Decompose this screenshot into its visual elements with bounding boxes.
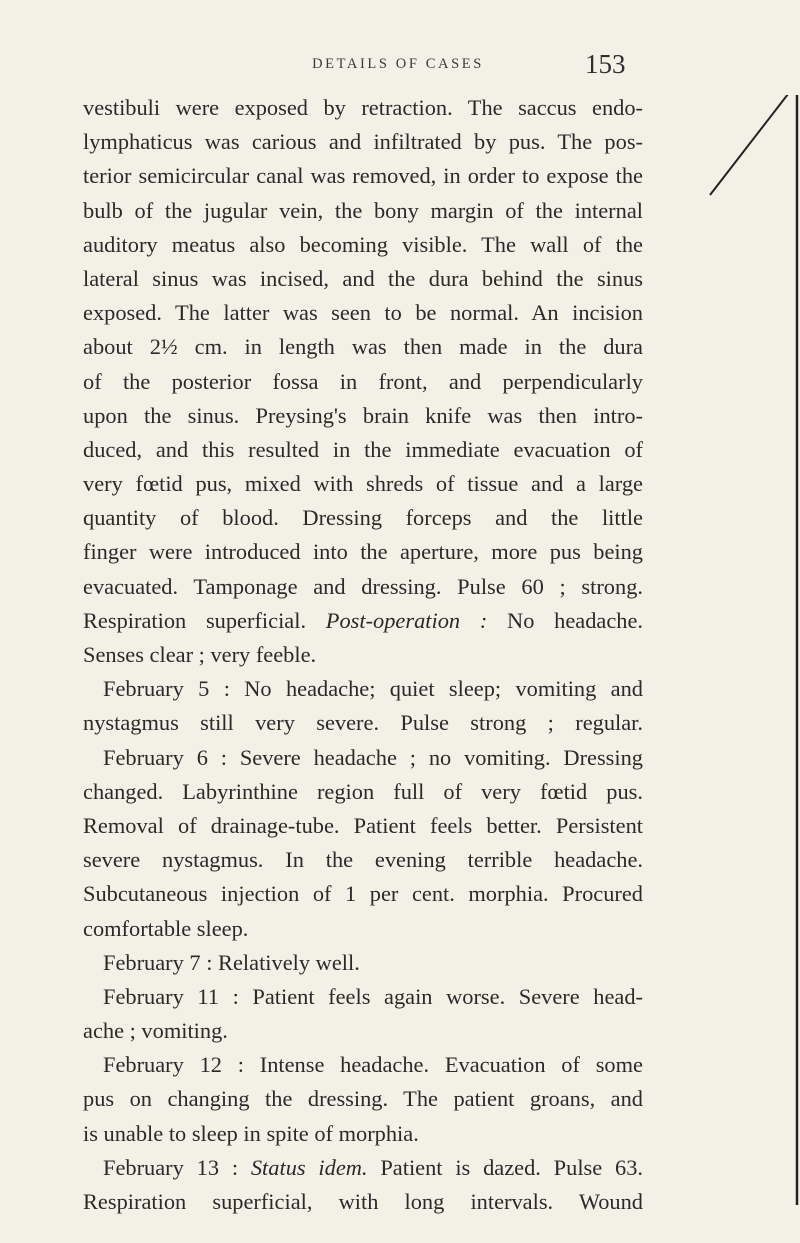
text-line: February 6 : Severe headache ; no vomiting. Dressing	[103, 744, 643, 770]
text-line: February 11 : Patient feels again worse. Severe head-	[103, 983, 643, 1009]
text-line: upon the sinus. Preysing's brain knife was then intro-	[83, 402, 643, 428]
text-segment: February 13 :	[103, 1154, 239, 1180]
text-line: Senses clear ; very feeble.	[83, 642, 317, 667]
text-line: quantity of blood. Dressing forceps and the little	[83, 505, 643, 531]
text-line: terior semicircular canal was removed, in order to expose the	[83, 163, 643, 189]
text-line-mixed	[83, 1151, 643, 1185]
text-segment: Patient is dazed. Pulse 63.	[380, 1154, 643, 1180]
text-line: comfortable sleep.	[83, 915, 249, 941]
text-line: of the posterior fossa in front, and perpendicularly	[83, 368, 643, 394]
text-line: ache ; vomiting.	[83, 1018, 228, 1044]
page-number: 153	[585, 49, 626, 79]
text-line: finger were introduced into the aperture, more pus being	[83, 539, 643, 565]
text-line: February 12 : Intense headache. Evacuation of some	[103, 1052, 643, 1078]
text-line: is unable to sleep in spite of morphia.	[83, 1120, 419, 1146]
text-line-mixed	[83, 604, 643, 638]
text-line: Subcutaneous injection of 1 per cent. morphia. Procured	[83, 881, 643, 907]
text-line: exposed. The latter was seen to be normal. An incision	[83, 300, 643, 326]
text-line: February 5 : No headache; quiet sleep; vomiting and	[103, 676, 643, 702]
text-line: February 7 : Relatively well.	[103, 949, 360, 975]
text-line: changed. Labyrinthine region full of very fœtid pus.	[83, 778, 643, 804]
text-line: severe nystagmus. In the evening terrible headache.	[83, 847, 643, 873]
text-segment: No headache.	[507, 607, 643, 633]
text-line: duced, and this resulted in the immediate evacuation of	[83, 436, 643, 462]
text-line: Removal of drainage-tube. Patient feels better. Persistent	[83, 812, 643, 838]
text-line: lymphaticus was carious and infiltrated by pus. The pos-	[83, 129, 643, 155]
text-line: lateral sinus was incised, and the dura behind the sinus	[83, 265, 643, 291]
running-head: DETAILS OF CASES	[312, 56, 484, 72]
text-line: very fœtid pus, mixed with shreds of tissue and a large	[83, 471, 643, 497]
text-line: pus on changing the dressing. The patient groans, and	[83, 1086, 643, 1112]
page-edge-marks	[700, 95, 800, 1205]
italic-phrase: Status idem.	[250, 1154, 368, 1180]
body-text	[83, 91, 643, 1219]
text-segment: Respiration superficial.	[83, 607, 307, 633]
text-line: evacuated. Tamponage and dressing. Pulse 60 ; strong.	[83, 573, 643, 599]
text-line: nystagmus still very severe. Pulse strong ; regular.	[83, 710, 643, 736]
text-line: vestibuli were exposed by retraction. The saccus endo-	[83, 95, 643, 120]
text-line: Respiration superficial, with long intervals. Wound	[83, 1189, 643, 1214]
text-line: bulb of the jugular vein, the bony margin of the internal	[83, 197, 643, 223]
italic-heading: Post-operation :	[325, 607, 488, 633]
text-line: about 2½ cm. in length was then made in the dura	[83, 334, 643, 360]
text-line: auditory meatus also becoming visible. The wall of the	[83, 231, 643, 257]
